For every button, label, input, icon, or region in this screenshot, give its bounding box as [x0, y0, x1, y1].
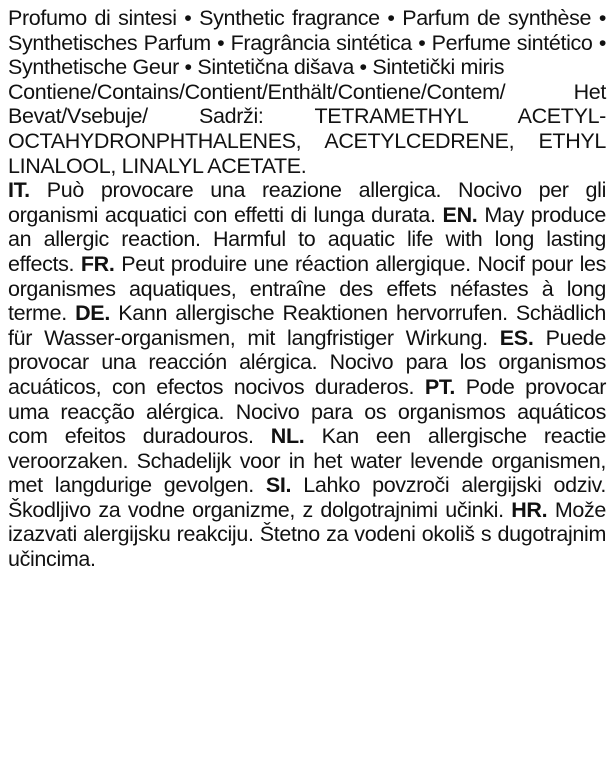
warning-text: Može izazvati alergijsku reakciju. Štetno za vodeni okoliš s dugotrajnim učincima.	[8, 497, 607, 572]
ingredient-list: TETRAMETHYL ACETYL-OCTAHYDRONPHTHALENES, ACETYLCEDRENE, ETHYL LINALOOL, LINALYL ACETATE.	[8, 104, 606, 178]
language-code: NL.	[270, 424, 305, 449]
warning-text: Puede provocar una reacción alérgica. Nocivo para los organismos acuáticos, con efectos nocivos duraderos.	[8, 325, 607, 399]
warning-text: Peut produire une réaction allergique. Nocif pour les organismes aquatiques, entraîne des effets néfastes à long terme.	[8, 251, 607, 326]
fragrance-statement: Profumo di sintesi • Synthetic fragrance • Parfum de synthèse • Synthetisches Parfum • Fragrância sintética • Perfume sintético • Synthetische Geur • Sintetična dišava • Sintetički miris	[8, 6, 606, 80]
language-code: EN.	[442, 202, 478, 227]
warning-text: Può provocare una reazione allergica. Nocivo per gli organismi acquatici con effetti di lunga durata.	[8, 178, 607, 227]
language-code: DE.	[75, 301, 111, 326]
contains-statement	[8, 80, 606, 178]
language-code: HR.	[511, 497, 548, 522]
warning-text: Kan een allergische reactie veroorzaken. Schadelijk voor in het water levende organismen, met langdurige gevolgen.	[8, 424, 606, 498]
language-code: FR.	[80, 251, 115, 276]
warning-text: Pode provocar uma reacção alérgica. Nocivo para os organismos aquáticos com efeitos duradouros.	[8, 374, 607, 449]
warning-text: May produce an allergic reaction. Harmful to aquatic life with long lasting effects.	[8, 202, 607, 276]
warnings-paragraph	[8, 178, 606, 572]
language-code: PT.	[424, 374, 456, 399]
warning-text: Lahko povzroči alergijski odziv. Škodljivo za vodne organizme, z dolgotrajnimi učinki.	[8, 473, 606, 522]
language-code: IT.	[8, 178, 30, 203]
warning-text: Kann allergische Reaktionen hervorrufen. Schädlich für Wasser-organismen, mit langfristiger Wirkung.	[8, 301, 606, 350]
language-code: ES.	[499, 325, 534, 350]
language-code: SI.	[265, 473, 292, 498]
contains-label: Contiene/Contains/Contient/Enthält/Contiene/Contem/ Het Bevat/Vsebuje/ Sadrži:	[8, 79, 606, 129]
